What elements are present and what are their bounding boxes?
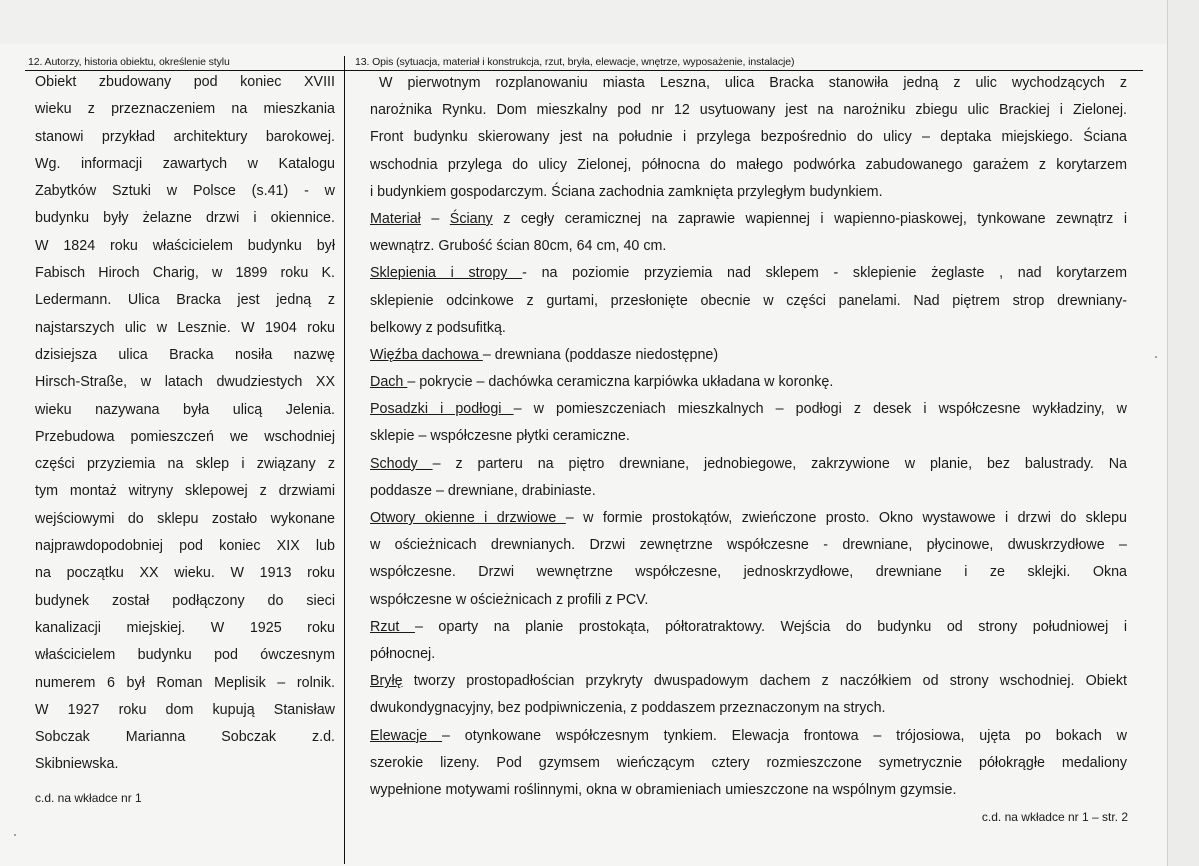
section-text: tworzy prostopadłościan przykryty dwuspadowym dachem z naczółkiem od strony wschodniej. Obiekt xyxy=(402,673,1127,690)
section-text: - na poziomie przyziemia nad sklepem - sklepienie żeglaste , nad korytarzem xyxy=(522,265,1127,282)
description-line xyxy=(370,342,1127,369)
section-text: – w formie prostokątów, zwieńczone prosto. Okno wystawowe i drzwi do sklepu xyxy=(565,510,1127,526)
section-text: – oparty na planie prostokąta, półtoratraktowy. Wejścia do budynku od strony południowej i xyxy=(414,618,1127,635)
section-text: – z parteru na piętro drewniane, jednobiegowe, zakrzywione w planie, bez balustrady. Na xyxy=(432,455,1127,472)
section-label: Otwory okienne i drzwiowe xyxy=(370,510,566,526)
description-section xyxy=(370,723,1127,805)
description-line: narożnika Rynku. Dom mieszkalny pod nr 12 usytuowany jest na narożniku zbiegu ulic Brackiej i Zielonej. xyxy=(370,102,1127,119)
history-line: Skibniewska. xyxy=(35,756,119,773)
history-line: dzisiejsza ulica Bracka nosiła nazwę xyxy=(35,346,335,363)
description-line: wypełnione motywami roślinnymi, okna w obramieniach umieszczone na wspólnym gzymsie. xyxy=(370,781,957,798)
section-text: – pokrycie – dachówka ceramiczna karpiówka układana w koronkę. xyxy=(407,374,834,391)
description-section xyxy=(370,396,1127,450)
description-line: belkowy z podsufitką. xyxy=(370,319,506,336)
section-label: Ściany xyxy=(449,210,493,227)
description-section xyxy=(370,614,1127,668)
history-line: Wg. informacji zawartych w Katalogu xyxy=(35,155,335,172)
history-line: W 1927 roku dom kupują Stanisław xyxy=(35,701,335,718)
scan-right-margin xyxy=(1167,0,1199,866)
history-line: Zabytków Sztuki w Polsce (s.41) - w xyxy=(35,183,335,200)
history-line: stanowi przykład architektury barokowej. xyxy=(35,128,335,145)
history-line: Przebudowa pomieszczeń we wschodniej xyxy=(35,428,335,445)
section-label: Posadzki i podłogi xyxy=(370,401,514,418)
description-continuation-note: c.d. na wkładce nr 1 – str. 2 xyxy=(981,810,1128,824)
description-line: sklepie – współczesne płytki ceramiczne. xyxy=(370,428,630,445)
description-section xyxy=(370,206,1127,260)
description-line: szerokie lizeny. Pod gzymsem wieńczącym cztery rozmieszczone symetrycznie półokrągłe medaliony xyxy=(370,754,1127,771)
scan-top-margin xyxy=(0,0,1167,44)
history-line: budynku były żelazne drzwi i okiennice. xyxy=(35,210,335,227)
description-line: wschodnia przylega do ulicy Zielonej, północna do małego podwórka zabudowanego garażem z korytarzem xyxy=(370,156,1127,173)
history-line: Hirsch-Straße, w latach dwudziestych XX xyxy=(35,374,335,391)
section-label: Rzut xyxy=(370,618,415,635)
description-line: współczesne. Drzwi wewnętrzne współczesne, jednoskrzydłowe, drewniane i ze sklejki. Okna xyxy=(370,564,1127,581)
scan-speck xyxy=(14,834,16,836)
description-line xyxy=(370,396,1127,423)
section-text: z cegły ceramicznej na zaprawie wapiennej i wapienno-piaskowej, tynkowane zewnątrz i xyxy=(492,210,1127,227)
description-line: W pierwotnym rozplanowaniu miasta Leszna, ulica Bracka stanowiła jedną z ulic wychodzących z xyxy=(379,75,1127,91)
history-line: najprawdopodobniej pod koniec XIX lub xyxy=(35,538,335,555)
section-text: – otynkowane współczesnym tynkiem. Elewacja frontowa – trójosiowa, ujęta po bokach w xyxy=(442,727,1127,744)
description-section xyxy=(370,668,1127,722)
history-line: budynek został podłączony do sieci xyxy=(35,592,335,609)
description-line xyxy=(370,505,1127,532)
history-line: na początku XX wieku. W 1913 roku xyxy=(35,565,335,582)
description-line xyxy=(370,614,1127,641)
section-label: Dach xyxy=(370,374,408,391)
section-label: Schody xyxy=(370,455,433,472)
description-line: wewnątrz. Grubość ścian 80cm, 64 cm, 40 cm. xyxy=(370,238,667,255)
situation-paragraph xyxy=(370,70,1127,206)
description-line: sklepienie odcinkowe z gurtami, przesłonięte obecnie w części panelami. Nad piętrem strop drewniany- xyxy=(370,292,1127,309)
scan-speck xyxy=(1155,356,1157,358)
description-section xyxy=(370,342,1127,369)
history-line: wieku nazywana była ulicą Jelenia. xyxy=(35,401,335,418)
history-column xyxy=(35,69,335,779)
description-line xyxy=(370,668,1127,695)
description-line xyxy=(370,369,1127,396)
history-line: wejściowymi do sklepu zostało wykonane xyxy=(35,510,335,527)
section-label: Więźba dachowa xyxy=(370,346,483,363)
description-column xyxy=(370,70,1127,804)
description-line: dwukondygnacyjny, bez podpiwniczenia, z poddaszem przeznaczonym na strych. xyxy=(370,700,886,717)
section-label: Bryłę xyxy=(370,673,403,690)
description-line xyxy=(370,260,1127,287)
history-line: Fabisch Hiroch Charig, w 1899 roku K. xyxy=(35,265,335,282)
history-line: numerem 6 był Roman Meplisik – rolnik. xyxy=(35,674,335,691)
description-line: w ościeżnicach drewnianych. Drzwi zewnętrzne współczesne - drewniane, płycinowe, dwuskrzydłowe – xyxy=(370,537,1127,554)
history-line: tym montaż witryny sklepowej z drzwiami xyxy=(35,483,335,500)
description-line xyxy=(370,451,1127,478)
section-separator: – xyxy=(420,210,450,227)
section-text: – w pomieszczeniach mieszkalnych – podłogi z desek i współczesne wykładziny, w xyxy=(513,401,1127,418)
history-line: Ledermann. Ulica Bracka jest jedną z xyxy=(35,292,335,309)
header-description: 13. Opis (sytuacja, materiał i konstrukcja, rzut, bryła, elewacje, wnętrze, wyposażenie, instalacje) xyxy=(355,56,795,68)
form-sheet xyxy=(25,44,1148,864)
description-section xyxy=(370,451,1127,505)
section-label: Sklepienia i stropy xyxy=(370,265,523,282)
description-line: i budynkiem gospodarczym. Ściana zachodnia zamknięta przyległym budynkiem. xyxy=(370,183,883,200)
description-section xyxy=(370,505,1127,614)
section-text: – drewniana (poddasze niedostępne) xyxy=(482,346,719,363)
history-line: W 1824 roku właścicielem budynku był xyxy=(35,237,335,254)
description-line: poddasze – drewniane, drabiniaste. xyxy=(370,482,596,499)
history-line: Obiekt zbudowany pod koniec XVIII xyxy=(35,74,335,90)
description-line: Front budynku skierowany jest na południe i przylega bezpośrednio do ulicy – deptaka miejskiego. Ściana xyxy=(370,129,1127,146)
history-line: najstarszych ulic w Lesznie. W 1904 roku xyxy=(35,319,335,336)
description-line xyxy=(370,723,1127,750)
description-line: północnej. xyxy=(370,645,436,662)
section-label: Elewacje xyxy=(370,727,443,744)
description-section xyxy=(370,260,1127,342)
description-section xyxy=(370,369,1127,396)
description-line xyxy=(370,206,1127,233)
history-line: właścicielem budynku pod ówczesnym xyxy=(35,647,335,664)
history-line: części przyziemia na sklep i związany z xyxy=(35,456,335,473)
history-line: Sobczak Marianna Sobczak z.d. xyxy=(35,729,335,746)
column-divider xyxy=(344,56,345,864)
history-line: kanalizacji miejskiej. W 1925 roku xyxy=(35,619,335,636)
history-line: wieku z przeznaczeniem na mieszkania xyxy=(35,101,335,118)
header-history: 12. Autorzy, historia obiektu, określenie stylu xyxy=(28,56,230,68)
section-label: Materiał xyxy=(370,210,421,227)
description-line: współczesne w ościeżnicach z profili z PCV. xyxy=(370,591,649,608)
history-continuation-note: c.d. na wkładce nr 1 xyxy=(35,791,142,805)
